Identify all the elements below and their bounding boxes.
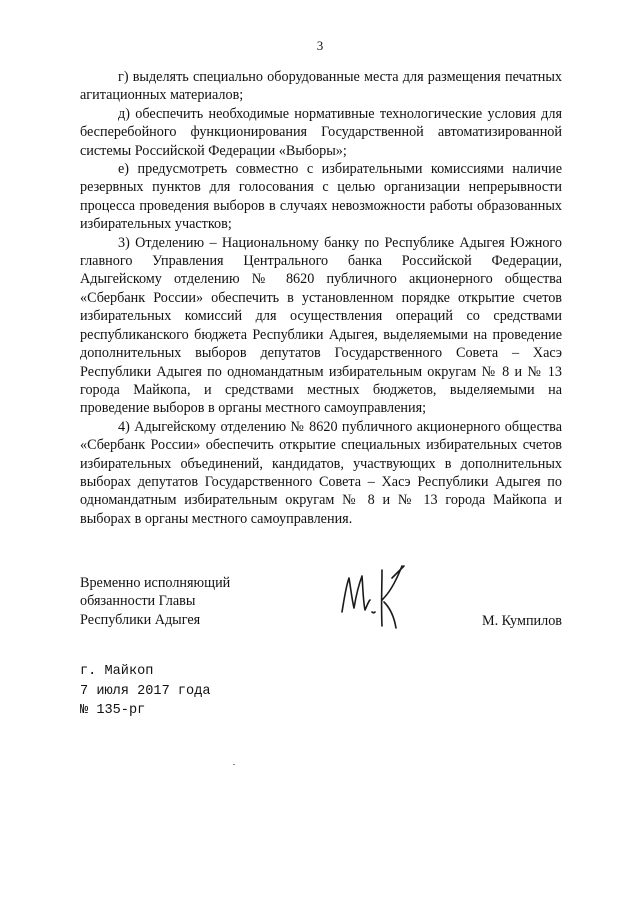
paragraph-3: 3) Отделению – Национальному банку по Республике Адыгея Южного главного Управления Центрального банка Российской Федерации, Адыгейскому отделению № 8620 публичного акционерного общества «Сбербанк России» обеспечить в установленном порядке открытие счетов избирательных комиссий для осуществления операций со средствами республиканского бюджета Республики Адыгея, выделяемыми на проведение дополнительных выборов депутатов Государственного Совета – Хасэ Республики Адыгея по одномандатным избирательным округам № 8 и № 13 города Майкопа, и средствами местных бюджетов, выделяемыми на проведение выборов в органы местного самоуправления; xyxy=(80,234,562,417)
paragraph-4: 4) Адыгейскому отделению № 8620 публичного акционерного общества «Сбербанк России» обеспечить открытие специальных избирательных счетов избирательных объединений, кандидатов, участвующих в дополнительных выборах депутатов Государственного Совета – Хасэ Республики Адыгея по одномандатным избирательным округам № 8 и № 13 города Майкопа и выборах в органы местного самоуправления. xyxy=(80,418,562,527)
signer-title-line-3: Республики Адыгея xyxy=(80,611,201,628)
footer-city: г. Майкоп xyxy=(80,664,154,679)
footer-number: № 135-рг xyxy=(80,703,146,719)
handwritten-signature xyxy=(332,556,414,638)
signer-title-line-2: обязанности Главы xyxy=(80,593,196,610)
paragraph-e: е) предусмотреть совместно с избирательными комиссиями наличие резервных пунктов для голосования с целью организации непрерывности процесса проведения выборов в случаях невозможности работы образованных избирательных участков; xyxy=(80,161,562,233)
signer-name: М. Кумпилов xyxy=(481,613,562,629)
footer-date: 7 июля 2017 года xyxy=(80,683,211,699)
scan-speck xyxy=(233,764,235,765)
document-body xyxy=(80,68,562,528)
paragraph-g: г) выделять специально оборудованные места для размещения печатных агитационных материалов; xyxy=(80,69,562,104)
signer-title-line-1: Временно исполняющий xyxy=(80,575,231,591)
page-number: 3 xyxy=(316,38,324,53)
signer-title xyxy=(80,574,230,629)
signature-block xyxy=(80,574,562,654)
document-footer xyxy=(80,662,211,721)
paragraph-d: д) обеспечить необходимые нормативные технологические условия для бесперебойного функционирования Государственной автоматизированной системы Российской Федерации «Выборы»; xyxy=(80,105,562,159)
